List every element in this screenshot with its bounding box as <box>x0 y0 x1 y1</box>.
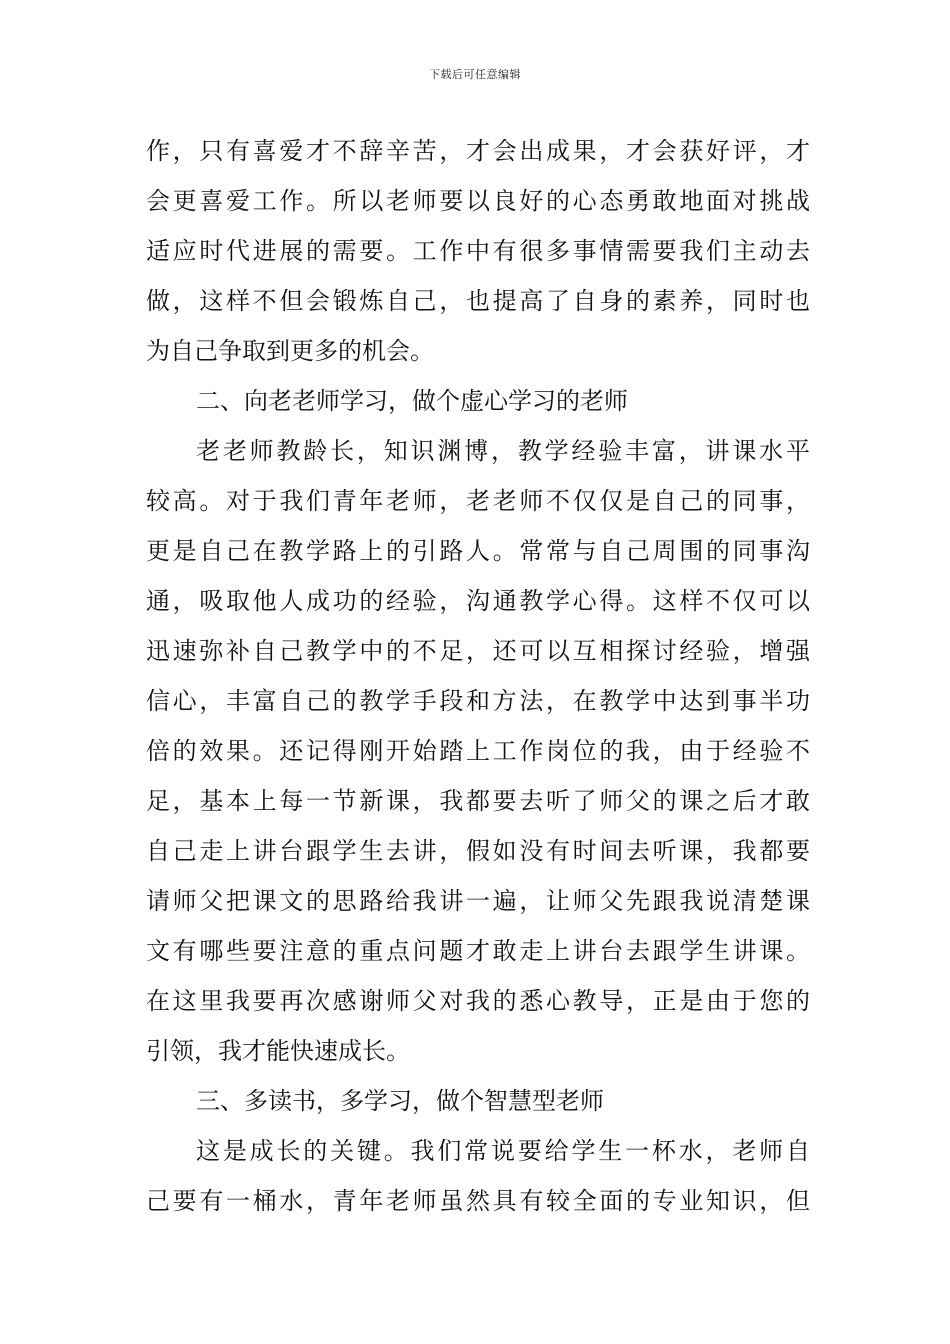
section-heading: 三、多读书，多学习，做个智慧型老师 <box>196 1087 604 1115</box>
text-line: 作，只有喜爱才不辞辛苦，才会出成果，才会获好评，才 <box>146 137 810 165</box>
page-header: 下载后可任意编辑 <box>429 68 521 81</box>
text-line: 引领，我才能快速成长。 <box>146 1037 410 1065</box>
text-line: 会更喜爱工作。所以老师要以良好的心态勇敢地面对挑战 <box>146 187 810 215</box>
document-body <box>146 126 810 1226</box>
text-line: 己要有一桶水，青年老师虽然具有较全面的专业知识，但 <box>146 1187 810 1215</box>
text-line: 为自己争取到更多的机会。 <box>146 337 434 365</box>
section-heading: 二、向老老师学习，做个虚心学习的老师 <box>196 387 628 415</box>
text-line: 更是自己在教学路上的引路人。常常与自己周围的同事沟 <box>146 537 810 565</box>
text-line: 信心，丰富自己的教学手段和方法，在教学中达到事半功 <box>146 687 810 715</box>
text-line: 这是成长的关键。我们常说要给学生一杯水，老师自 <box>196 1137 810 1165</box>
text-line: 较高。对于我们青年老师，老老师不仅仅是自己的同事， <box>146 487 810 515</box>
text-line: 适应时代进展的需要。工作中有很多事情需要我们主动去 <box>146 237 810 265</box>
text-line: 迅速弥补自己教学中的不足，还可以互相探讨经验，增强 <box>146 637 810 665</box>
text-line: 倍的效果。还记得刚开始踏上工作岗位的我，由于经验不 <box>146 737 810 765</box>
text-line: 通，吸取他人成功的经验，沟通教学心得。这样不仅可以 <box>146 587 810 615</box>
text-line: 做，这样不但会锻炼自己，也提高了自身的素养，同时也 <box>146 287 810 315</box>
text-line: 足，基本上每一节新课，我都要去听了师父的课之后才敢 <box>146 787 810 815</box>
text-line: 在这里我要再次感谢师父对我的悉心教导，正是由于您的 <box>146 987 810 1015</box>
text-line: 老老师教龄长，知识渊博，教学经验丰富，讲课水平 <box>196 437 810 465</box>
text-line: 自己走上讲台跟学生去讲，假如没有时间去听课，我都要 <box>146 837 810 865</box>
text-line: 文有哪些要注意的重点问题才敢走上讲台去跟学生讲课。 <box>146 937 810 965</box>
text-line: 请师父把课文的思路给我讲一遍，让师父先跟我说清楚课 <box>146 887 810 915</box>
